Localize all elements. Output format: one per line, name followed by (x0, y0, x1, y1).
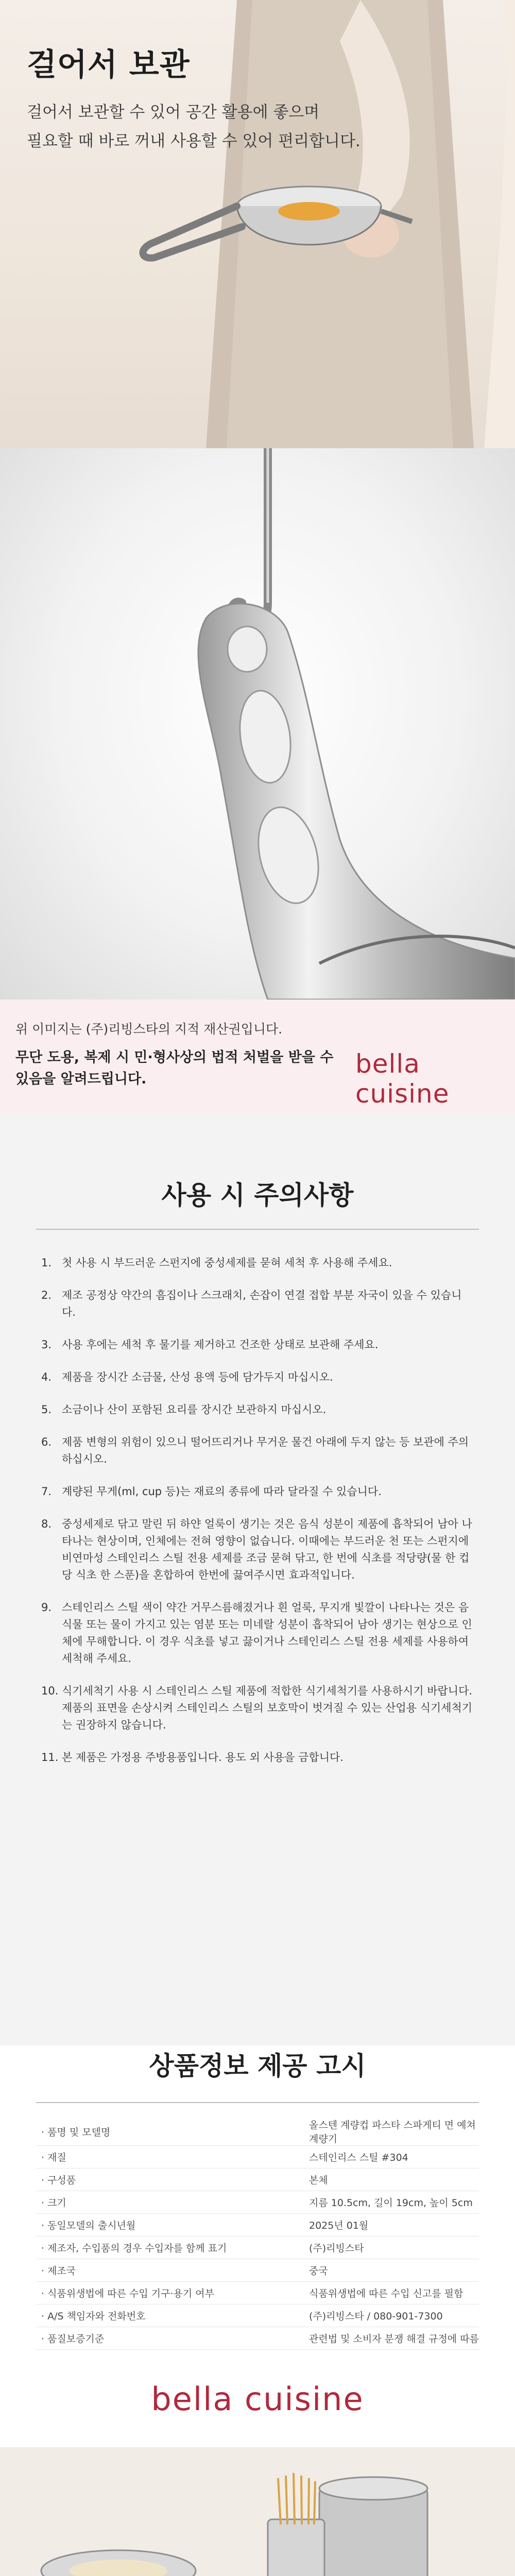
table-row (36, 2304, 479, 2327)
item-number: 9. (41, 1601, 52, 1614)
section-description (27, 98, 360, 156)
item-number: 5. (41, 1403, 52, 1416)
info-key: · 크기 (36, 2191, 309, 2214)
info-value: (주)리빙스타 / 080-901-7300 (309, 2304, 479, 2327)
item-number: 7. (41, 1485, 52, 1498)
caution-item (41, 1599, 474, 1667)
item-text: 제품을 장시간 소금물, 산성 용액 등에 담가두지 마십시오. (62, 1371, 333, 1383)
info-key: · 식품위생법에 따른 수입 기구·용기 여부 (36, 2282, 309, 2304)
info-value: 중국 (309, 2259, 479, 2282)
item-text: 중성세제로 닦고 말린 뒤 하얀 얼룩이 생기는 것은 음식 성분이 제품에 흡착되어 남아 나타나는 현상이며, 인체에는 전혀 영향이 없습니다. 이때에는 부드러운 천 또는 스펀지에 비연마성 스테인리스 스틸 전용 세제를 조금 묻혀 닦고, 한 번에 식초를 적당량(물 한 컵당 식초 한 스푼)을 혼합하여 한번에 끓여주시면 효과적입니다. (62, 1518, 472, 1581)
product-info-section (0, 2045, 515, 2360)
kitchenware-lifestyle-photo (0, 2447, 515, 2576)
item-text: 본 제품은 가정용 주방용품입니다. 용도 외 사용을 금합니다. (62, 1751, 344, 1764)
copyright-line-1: 위 이미지는 (주)리빙스타의 지적 재산권입니다. (15, 1022, 283, 1037)
caution-item (41, 1255, 474, 1272)
info-key: · 제조국 (36, 2259, 309, 2282)
info-key: · 재질 (36, 2146, 309, 2168)
brand-section (0, 2360, 515, 2576)
title-divider (36, 2102, 479, 2103)
table-row (36, 2259, 479, 2282)
caution-item (41, 1336, 474, 1353)
section-title: 걸어서 보관 (27, 47, 190, 83)
info-value: 스테인리스 스틸 #304 (309, 2146, 479, 2168)
table-row (36, 2236, 479, 2259)
info-value: 2025년 01월 (309, 2214, 479, 2236)
item-text: 스테인리스 스틸 색이 약간 거무스름해졌거나 흰 얼룩, 무지개 빛깔이 나타나는 것은 음식물 또는 물이 가지고 있는 염분 또는 미네랄 성분이 흡착되어 남아 생기는 현상으로 인체에 무해합니다. 이 경우 식초를 넣고 끓이거나 스테인리스 스틸 전용 세제를 사용하여 세척해 주세요. (62, 1601, 472, 1665)
item-number: 4. (41, 1371, 52, 1383)
info-value: 관련법 및 소비자 분쟁 해결 규정에 따름 (309, 2327, 479, 2350)
table-row (36, 2117, 479, 2146)
item-text: 계량된 무게(ml, cup 등)는 재료의 종류에 따라 달라질 수 있습니다. (62, 1485, 382, 1498)
title-divider (36, 1229, 479, 1230)
info-value: (주)리빙스타 (309, 2236, 479, 2259)
table-row (36, 2146, 479, 2168)
caution-item (41, 1516, 474, 1584)
product-info-table (36, 2117, 479, 2350)
brand-logo: bella cuisine (355, 1049, 450, 1109)
caution-title: 사용 시 주의사항 (161, 1180, 354, 1210)
info-key: · A/S 책임자와 전화번호 (36, 2304, 309, 2327)
item-number: 11. (41, 1751, 59, 1764)
item-text: 소금이나 산이 포함된 요리를 장시간 보관하지 마십시오. (62, 1403, 327, 1416)
item-text: 첫 사용 시 부드러운 스펀지에 중성세제를 묻혀 세척 후 사용해 주세요. (62, 1257, 392, 1269)
info-key: · 품질보증기준 (36, 2327, 309, 2350)
item-number: 1. (41, 1257, 52, 1269)
hanging-handle-illustration (0, 448, 515, 999)
item-number: 8. (41, 1518, 52, 1530)
caution-list (41, 1255, 474, 1782)
caution-item (41, 1434, 474, 1468)
info-key: · 구성품 (36, 2168, 309, 2191)
brand-logo: bella cuisine (151, 2380, 364, 2418)
description-line-1: 걸어서 보관할 수 있어 공간 활용에 좋으며 (27, 103, 320, 122)
table-row (36, 2168, 479, 2191)
table-row (36, 2327, 479, 2350)
description-line-2: 필요할 때 바로 꺼내 사용할 수 있어 편리합니다. (27, 132, 360, 150)
info-value: 본체 (309, 2168, 479, 2191)
caution-item (41, 1369, 474, 1386)
info-title: 상품정보 제공 고시 (149, 2051, 366, 2081)
caution-item (41, 1401, 474, 1418)
item-text: 제조 공정상 약간의 흠집이나 스크래치, 손잡이 연결 접합 부분 자국이 있을 수 있습니다. (62, 1289, 462, 1318)
hanging-storage-section (0, 0, 515, 448)
info-value: 올스텐 계량컵 파스타 스파게티 면 예쳐 계량기 (309, 2117, 479, 2146)
info-value: 지름 10.5cm, 길이 19cm, 높이 5cm (309, 2191, 479, 2214)
copyright-notice (0, 999, 515, 1113)
item-number: 6. (41, 1436, 52, 1448)
caution-item (41, 1287, 474, 1321)
caution-item (41, 1483, 474, 1500)
usage-caution-section (0, 1113, 515, 2045)
info-key: · 품명 및 모델명 (36, 2117, 309, 2146)
info-value: 식품위생법에 따른 수입 신고를 필함 (309, 2282, 479, 2304)
hook-detail-photo (0, 448, 515, 999)
info-key: · 제조자, 수입품의 경우 수입자를 함께 표기 (36, 2236, 309, 2259)
table-row (36, 2282, 479, 2304)
table-row (36, 2191, 479, 2214)
copyright-line-2: 무단 도용, 복제 시 민·형사상의 법적 처벌을 받을 수 있음을 알려드립니다. (15, 1049, 334, 1087)
caution-item (41, 1749, 474, 1766)
item-number: 3. (41, 1338, 52, 1351)
table-row (36, 2214, 479, 2236)
caution-item (41, 1683, 474, 1734)
item-text: 사용 후에는 세척 후 물기를 제거하고 건조한 상태로 보관해 주세요. (62, 1338, 379, 1351)
info-key: · 동일모델의 출시년월 (36, 2214, 309, 2236)
item-text: 식기세척기 사용 시 스테인리스 스틸 제품에 적합한 식기세척기를 사용하시기 바랍니다. 제품의 표면을 손상시켜 스테인리스 스틸의 보호막이 벗겨질 수 있는 산업용 식기세척기는 권장하지 않습니다. (62, 1685, 473, 1731)
item-number: 2. (41, 1289, 52, 1301)
item-number: 10. (41, 1685, 59, 1697)
item-text: 제품 변형의 위험이 있으니 떨어뜨리거나 무거운 물건 아래에 두지 않는 등 보관에 주의하십시오. (62, 1436, 469, 1465)
